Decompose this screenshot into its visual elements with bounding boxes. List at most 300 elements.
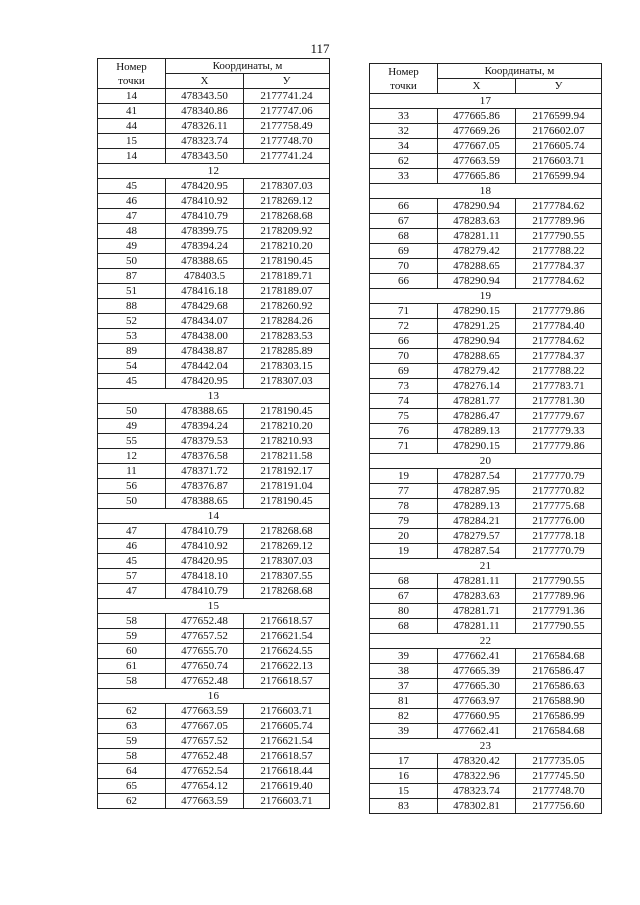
x-coordinate-cell: 478429.68 (166, 299, 244, 314)
table-row (370, 394, 602, 409)
table-row (98, 179, 330, 194)
table-row (370, 259, 602, 274)
x-coordinate-cell: 478283.63 (438, 214, 516, 229)
y-coordinate-cell: 2176621.54 (244, 629, 330, 644)
point-number-cell: 67 (370, 589, 438, 604)
x-coordinate-cell: 478394.24 (166, 419, 244, 434)
contour-group-row (370, 454, 602, 469)
y-coordinate-cell: 2178283.53 (244, 329, 330, 344)
table-row (98, 359, 330, 374)
contour-number: 22 (370, 634, 602, 649)
point-number-cell: 57 (98, 569, 166, 584)
y-coordinate-cell: 2176621.54 (244, 734, 330, 749)
table-row (98, 659, 330, 674)
x-coordinate-cell: 478289.13 (438, 424, 516, 439)
y-coordinate-cell: 2177790.55 (516, 574, 602, 589)
point-number-cell: 47 (98, 584, 166, 599)
x-coordinate-cell: 478323.74 (166, 134, 244, 149)
y-coordinate-cell: 2176605.74 (244, 719, 330, 734)
x-coordinate-cell: 477655.70 (166, 644, 244, 659)
y-coordinate-cell: 2176586.47 (516, 664, 602, 679)
point-number-cell: 65 (98, 779, 166, 794)
coordinates-header: Координаты, м (438, 64, 602, 79)
table-row (370, 364, 602, 379)
x-coordinate-cell: 478286.47 (438, 409, 516, 424)
x-coordinate-cell: 478420.95 (166, 179, 244, 194)
x-coordinate-cell: 478281.11 (438, 619, 516, 634)
table-row (98, 89, 330, 104)
table-row (370, 604, 602, 619)
y-coordinate-cell: 2177784.62 (516, 199, 602, 214)
point-number-cell: 54 (98, 359, 166, 374)
table-row (98, 539, 330, 554)
point-number-cell: 68 (370, 574, 438, 589)
y-coordinate-cell: 2178284.26 (244, 314, 330, 329)
x-coordinate-cell: 477663.59 (166, 794, 244, 809)
y-coordinate-cell: 2177770.79 (516, 469, 602, 484)
table-row (98, 584, 330, 599)
table-row (98, 104, 330, 119)
y-coordinate-cell: 2177789.96 (516, 214, 602, 229)
table-row (370, 244, 602, 259)
y-coordinate-cell: 2176586.99 (516, 709, 602, 724)
table-row (370, 784, 602, 799)
y-coordinate-cell: 2176619.40 (244, 779, 330, 794)
table-row (98, 569, 330, 584)
table-row (98, 524, 330, 539)
point-number-cell: 62 (370, 154, 438, 169)
point-number-cell: 39 (370, 649, 438, 664)
point-number-cell: 39 (370, 724, 438, 739)
table-row (98, 704, 330, 719)
x-coordinate-cell: 478340.86 (166, 104, 244, 119)
table-row (370, 304, 602, 319)
table-row (370, 424, 602, 439)
y-coordinate-cell: 2177770.79 (516, 544, 602, 559)
table-row (98, 434, 330, 449)
point-number-cell: 77 (370, 484, 438, 499)
y-coordinate-cell: 2176618.57 (244, 674, 330, 689)
table-row (98, 719, 330, 734)
x-coordinate-cell: 478399.75 (166, 224, 244, 239)
point-header-line1: Номер (116, 60, 147, 73)
x-coordinate-cell: 478290.15 (438, 439, 516, 454)
y-coordinate-cell: 2177747.06 (244, 104, 330, 119)
point-number-cell: 52 (98, 314, 166, 329)
x-coordinate-cell: 478288.65 (438, 349, 516, 364)
table-row (98, 614, 330, 629)
x-coordinate-cell: 478371.72 (166, 464, 244, 479)
table-row (370, 769, 602, 784)
point-number-cell: 37 (370, 679, 438, 694)
table-row (370, 334, 602, 349)
x-coordinate-cell: 478288.65 (438, 259, 516, 274)
x-coordinate-cell: 478287.54 (438, 544, 516, 559)
point-number-cell: 63 (98, 719, 166, 734)
table-row (370, 544, 602, 559)
point-number-cell: 69 (370, 244, 438, 259)
point-number-cell: 82 (370, 709, 438, 724)
point-number-cell: 64 (98, 764, 166, 779)
x-coordinate-cell: 478283.63 (438, 589, 516, 604)
table-row (370, 379, 602, 394)
contour-group-row (98, 389, 330, 404)
table-row (98, 269, 330, 284)
table-row (370, 139, 602, 154)
point-number-cell: 50 (98, 254, 166, 269)
point-number-cell: 66 (370, 199, 438, 214)
table-row (98, 299, 330, 314)
y-header: У (244, 74, 330, 89)
y-coordinate-cell: 2178307.03 (244, 374, 330, 389)
table-row (370, 649, 602, 664)
point-number-cell: 46 (98, 539, 166, 554)
x-coordinate-cell: 478276.14 (438, 379, 516, 394)
table-row (370, 574, 602, 589)
table-row (370, 619, 602, 634)
y-coordinate-cell: 2176584.68 (516, 724, 602, 739)
point-number-cell: 58 (98, 614, 166, 629)
y-coordinate-cell: 2177784.40 (516, 319, 602, 334)
table-row (370, 154, 602, 169)
y-coordinate-cell: 2176603.71 (516, 154, 602, 169)
x-coordinate-cell: 477662.41 (438, 649, 516, 664)
x-coordinate-cell: 477667.05 (438, 139, 516, 154)
x-coordinate-cell: 478290.94 (438, 334, 516, 349)
y-coordinate-cell: 2178189.71 (244, 269, 330, 284)
x-coordinate-cell: 478281.11 (438, 574, 516, 589)
x-coordinate-cell: 478388.65 (166, 254, 244, 269)
point-number-cell: 62 (98, 794, 166, 809)
point-number-cell: 87 (98, 269, 166, 284)
table-row (98, 554, 330, 569)
contour-group-row (98, 599, 330, 614)
y-coordinate-cell: 2178307.03 (244, 179, 330, 194)
table-row (370, 754, 602, 769)
point-number-cell: 33 (370, 109, 438, 124)
contour-group-row (98, 509, 330, 524)
table-row (98, 194, 330, 209)
x-coordinate-cell: 478388.65 (166, 404, 244, 419)
point-number-cell: 15 (370, 784, 438, 799)
contour-number: 13 (98, 389, 330, 404)
point-number-cell: 53 (98, 329, 166, 344)
table-row (370, 109, 602, 124)
table-row (98, 344, 330, 359)
point-number-cell: 32 (370, 124, 438, 139)
point-number-cell: 46 (98, 194, 166, 209)
point-number-cell: 11 (98, 464, 166, 479)
point-number-cell: 16 (370, 769, 438, 784)
point-number-cell: 49 (98, 419, 166, 434)
contour-number: 16 (98, 689, 330, 704)
x-coordinate-cell: 477657.52 (166, 629, 244, 644)
point-number-cell: 14 (98, 149, 166, 164)
y-coordinate-cell: 2177741.24 (244, 149, 330, 164)
x-coordinate-cell: 478410.92 (166, 194, 244, 209)
x-coordinate-cell: 477657.52 (166, 734, 244, 749)
point-number-cell: 45 (98, 554, 166, 569)
table-row (98, 794, 330, 809)
x-coordinate-cell: 477652.48 (166, 614, 244, 629)
point-number-cell: 45 (98, 374, 166, 389)
y-coordinate-cell: 2177778.18 (516, 529, 602, 544)
y-coordinate-cell: 2176624.55 (244, 644, 330, 659)
y-coordinate-cell: 2177790.55 (516, 229, 602, 244)
point-number-cell: 47 (98, 524, 166, 539)
point-number-cell: 12 (98, 449, 166, 464)
y-header: У (516, 79, 602, 94)
y-coordinate-cell: 2177758.49 (244, 119, 330, 134)
point-number-cell: 45 (98, 179, 166, 194)
x-coordinate-cell: 478290.94 (438, 199, 516, 214)
y-coordinate-cell: 2178269.12 (244, 539, 330, 554)
x-coordinate-cell: 477667.05 (166, 719, 244, 734)
y-coordinate-cell: 2176605.74 (516, 139, 602, 154)
table-row (370, 709, 602, 724)
point-number-cell: 14 (98, 89, 166, 104)
point-number-cell: 34 (370, 139, 438, 154)
table-row (370, 514, 602, 529)
y-coordinate-cell: 2177756.60 (516, 799, 602, 814)
point-header-line1: Номер (388, 65, 419, 78)
page-number: 117 (310, 41, 330, 56)
point-number-cell: 83 (370, 799, 438, 814)
coordinates-table-right (369, 63, 602, 814)
table-row (98, 779, 330, 794)
y-coordinate-cell: 2177775.68 (516, 499, 602, 514)
y-coordinate-cell: 2177788.22 (516, 364, 602, 379)
x-coordinate-cell: 478287.54 (438, 469, 516, 484)
point-number-cell: 68 (370, 229, 438, 244)
y-coordinate-cell: 2177784.62 (516, 274, 602, 289)
y-coordinate-cell: 2177781.30 (516, 394, 602, 409)
x-coordinate-cell: 478343.50 (166, 149, 244, 164)
y-coordinate-cell: 2177791.36 (516, 604, 602, 619)
contour-group-row (370, 184, 602, 199)
x-coordinate-cell: 477663.59 (166, 704, 244, 719)
contour-number: 18 (370, 184, 602, 199)
table-row (98, 749, 330, 764)
x-coordinate-cell: 477665.86 (438, 169, 516, 184)
table-row (98, 674, 330, 689)
x-coordinate-cell: 478289.13 (438, 499, 516, 514)
y-coordinate-cell: 2178192.17 (244, 464, 330, 479)
x-coordinate-cell: 478302.81 (438, 799, 516, 814)
x-coordinate-cell: 478403.5 (166, 269, 244, 284)
x-coordinate-cell: 478416.18 (166, 284, 244, 299)
table-body-left (98, 89, 330, 809)
point-number-cell: 75 (370, 409, 438, 424)
contour-group-row (370, 634, 602, 649)
table-row (98, 494, 330, 509)
y-coordinate-cell: 2178307.55 (244, 569, 330, 584)
x-coordinate-cell: 477665.39 (438, 664, 516, 679)
contour-number: 12 (98, 164, 330, 179)
point-number-cell: 69 (370, 364, 438, 379)
point-number-cell: 56 (98, 479, 166, 494)
point-number-cell: 20 (370, 529, 438, 544)
contour-group-row (98, 689, 330, 704)
table-row (98, 224, 330, 239)
point-number-cell: 50 (98, 494, 166, 509)
point-number-cell: 51 (98, 284, 166, 299)
x-coordinate-cell: 478281.71 (438, 604, 516, 619)
y-coordinate-cell: 2178190.45 (244, 404, 330, 419)
y-coordinate-cell: 2177784.37 (516, 349, 602, 364)
table-row (98, 464, 330, 479)
y-coordinate-cell: 2178210.93 (244, 434, 330, 449)
table-row (98, 374, 330, 389)
y-coordinate-cell: 2178211.58 (244, 449, 330, 464)
y-coordinate-cell: 2177735.05 (516, 754, 602, 769)
y-coordinate-cell: 2178190.45 (244, 494, 330, 509)
table-row (98, 404, 330, 419)
x-header: X (166, 74, 244, 89)
point-number-cell: 73 (370, 379, 438, 394)
y-coordinate-cell: 2178191.04 (244, 479, 330, 494)
x-coordinate-cell: 478418.10 (166, 569, 244, 584)
y-coordinate-cell: 2177779.86 (516, 304, 602, 319)
point-number-cell: 59 (98, 734, 166, 749)
y-coordinate-cell: 2177783.71 (516, 379, 602, 394)
x-coordinate-cell: 478290.15 (438, 304, 516, 319)
point-number-cell: 38 (370, 664, 438, 679)
table-row (370, 439, 602, 454)
y-coordinate-cell: 2176618.57 (244, 614, 330, 629)
y-coordinate-cell: 2176599.94 (516, 169, 602, 184)
point-number-cell: 19 (370, 544, 438, 559)
table-row (98, 119, 330, 134)
y-coordinate-cell: 2177748.70 (516, 784, 602, 799)
table-row (370, 124, 602, 139)
y-coordinate-cell: 2177789.96 (516, 589, 602, 604)
point-number-cell: 81 (370, 694, 438, 709)
x-coordinate-cell: 478323.74 (438, 784, 516, 799)
x-coordinate-cell: 477652.48 (166, 749, 244, 764)
point-header-line2: точки (390, 79, 417, 92)
coordinates-header: Координаты, м (166, 59, 330, 74)
y-coordinate-cell: 2176603.71 (244, 794, 330, 809)
y-coordinate-cell: 2176618.44 (244, 764, 330, 779)
point-number-cell: 68 (370, 619, 438, 634)
x-coordinate-cell: 478281.11 (438, 229, 516, 244)
y-coordinate-cell: 2177741.24 (244, 89, 330, 104)
table-row (370, 274, 602, 289)
table-row (370, 229, 602, 244)
contour-group-row (370, 94, 602, 109)
y-coordinate-cell: 2178268.68 (244, 584, 330, 599)
point-number-cell: 70 (370, 349, 438, 364)
x-coordinate-cell: 478279.42 (438, 244, 516, 259)
table-row (98, 284, 330, 299)
x-coordinate-cell: 478388.65 (166, 494, 244, 509)
y-coordinate-cell: 2176618.57 (244, 749, 330, 764)
x-coordinate-cell: 477654.12 (166, 779, 244, 794)
point-number-cell: 44 (98, 119, 166, 134)
y-coordinate-cell: 2176622.13 (244, 659, 330, 674)
point-number-cell: 33 (370, 169, 438, 184)
point-number-cell: 71 (370, 304, 438, 319)
x-coordinate-cell: 477663.97 (438, 694, 516, 709)
table-row (370, 484, 602, 499)
x-coordinate-cell: 478279.42 (438, 364, 516, 379)
point-number-cell: 79 (370, 514, 438, 529)
contour-group-row (370, 559, 602, 574)
point-number-cell: 49 (98, 239, 166, 254)
table-row (98, 209, 330, 224)
x-coordinate-cell: 478438.87 (166, 344, 244, 359)
x-coordinate-cell: 477665.30 (438, 679, 516, 694)
table-row (98, 254, 330, 269)
y-coordinate-cell: 2176602.07 (516, 124, 602, 139)
y-coordinate-cell: 2177784.37 (516, 259, 602, 274)
point-number-cell: 17 (370, 754, 438, 769)
x-coordinate-cell: 478410.79 (166, 584, 244, 599)
table-row (98, 479, 330, 494)
point-number-cell: 66 (370, 334, 438, 349)
point-number-cell: 74 (370, 394, 438, 409)
y-coordinate-cell: 2176586.63 (516, 679, 602, 694)
contour-number: 21 (370, 559, 602, 574)
point-number-cell: 61 (98, 659, 166, 674)
table-row (98, 329, 330, 344)
table-row (98, 239, 330, 254)
y-coordinate-cell: 2176588.90 (516, 694, 602, 709)
y-coordinate-cell: 2178190.45 (244, 254, 330, 269)
y-coordinate-cell: 2178285.89 (244, 344, 330, 359)
point-number-cell: 88 (98, 299, 166, 314)
x-coordinate-cell: 477665.86 (438, 109, 516, 124)
y-coordinate-cell: 2178189.07 (244, 284, 330, 299)
table-row (370, 469, 602, 484)
x-coordinate-cell: 478343.50 (166, 89, 244, 104)
table-row (98, 644, 330, 659)
table-row (370, 724, 602, 739)
y-coordinate-cell: 2177776.00 (516, 514, 602, 529)
x-coordinate-cell: 477650.74 (166, 659, 244, 674)
x-coordinate-cell: 478438.00 (166, 329, 244, 344)
coordinates-table-left (97, 58, 330, 809)
y-coordinate-cell: 2178269.12 (244, 194, 330, 209)
point-number-cell: 62 (98, 704, 166, 719)
point-number-cell: 72 (370, 319, 438, 334)
table-row (370, 214, 602, 229)
y-coordinate-cell: 2177788.22 (516, 244, 602, 259)
table-row (370, 319, 602, 334)
x-coordinate-cell: 478410.79 (166, 524, 244, 539)
x-coordinate-cell: 478320.42 (438, 754, 516, 769)
point-number-cell: 59 (98, 629, 166, 644)
x-coordinate-cell: 478379.53 (166, 434, 244, 449)
y-coordinate-cell: 2178260.92 (244, 299, 330, 314)
table-row (370, 799, 602, 814)
point-number-header (370, 64, 438, 94)
point-number-cell: 71 (370, 439, 438, 454)
contour-number: 23 (370, 739, 602, 754)
point-number-cell: 76 (370, 424, 438, 439)
point-number-cell: 78 (370, 499, 438, 514)
contour-number: 15 (98, 599, 330, 614)
table-row (370, 694, 602, 709)
point-number-cell: 66 (370, 274, 438, 289)
y-coordinate-cell: 2178268.68 (244, 524, 330, 539)
point-header-line2: точки (118, 74, 145, 87)
x-coordinate-cell: 478279.57 (438, 529, 516, 544)
table-row (370, 499, 602, 514)
x-coordinate-cell: 478442.04 (166, 359, 244, 374)
x-coordinate-cell: 478284.21 (438, 514, 516, 529)
